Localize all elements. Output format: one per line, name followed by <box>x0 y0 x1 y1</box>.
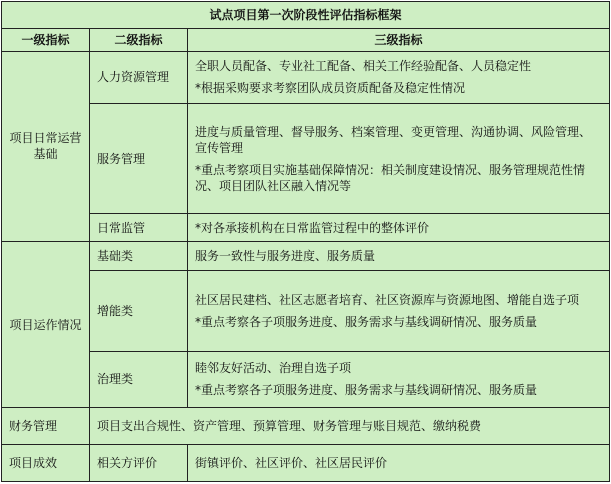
level2-empower: 增能类 <box>90 270 188 351</box>
level2-stakeholder: 相关方评价 <box>90 444 188 481</box>
table-title: 试点项目第一次阶段性评估指标框架 <box>2 2 610 29</box>
header-level1: 一级指标 <box>2 29 90 51</box>
level2-supervision: 日常监管 <box>90 214 188 242</box>
level3-basic-line1: 服务一致性与服务进度、服务质量 <box>195 249 376 264</box>
level3-basic <box>188 242 610 270</box>
level2-hr: 人力资源管理 <box>90 51 188 104</box>
level3-governance <box>188 351 610 408</box>
finance-detail: 项目支出合规性、资产管理、预算管理、财务管理与账目规范、缴纳税费 <box>90 408 610 444</box>
level2-service: 服务管理 <box>90 104 188 214</box>
level3-empower <box>188 270 610 351</box>
level3-supervision <box>188 214 610 242</box>
level3-empower-line2: *重点考察各子项服务进度、服务需求与基线调研情况、服务质量 <box>195 314 538 329</box>
level3-hr <box>188 51 610 104</box>
level3-empower-line1: 社区居民建档、社区志愿者培育、社区资源库与资源地图、增能自选子项 <box>195 292 580 307</box>
level2-basic: 基础类 <box>90 242 188 270</box>
level3-hr-line1: 全职人员配备、专业社工配备、相关工作经验配备、人员稳定性 <box>195 59 532 74</box>
level3-supervision-line1: *对各承接机构在日常监管过程中的整体评价 <box>195 220 430 235</box>
level2-governance: 治理类 <box>90 351 188 408</box>
header-level2: 二级指标 <box>90 29 188 51</box>
level3-governance-line2: *重点考察各子项服务进度、服务需求与基线调研情况、服务质量 <box>195 383 538 398</box>
level1-outcome: 项目成效 <box>2 444 90 481</box>
level3-hr-line2: *根据采购要求考察团队成员资质配备及稳定性情况 <box>195 81 466 96</box>
level3-service-line1: 进度与质量管理、督导服务、档案管理、变更管理、沟通协调、风险管理、宣传管理 <box>195 124 592 155</box>
level3-service <box>188 104 610 214</box>
level3-governance-line1: 睦邻友好活动、治理自选子项 <box>195 361 352 376</box>
level1-project-operation: 项目运作情况 <box>2 242 90 408</box>
level3-stakeholder: 街镇评价、社区评价、社区居民评价 <box>188 444 610 481</box>
level1-finance: 财务管理 <box>2 408 90 444</box>
header-level3: 三级指标 <box>188 29 610 51</box>
level3-service-line2: *重点考察项目实施基础保障情况：相关制度建设情况、服务管理规范性情况、项目团队社区融入情况等 <box>195 162 586 193</box>
level1-daily-operation: 项目日常运营基础 <box>2 51 90 242</box>
evaluation-framework-table <box>1 1 610 482</box>
